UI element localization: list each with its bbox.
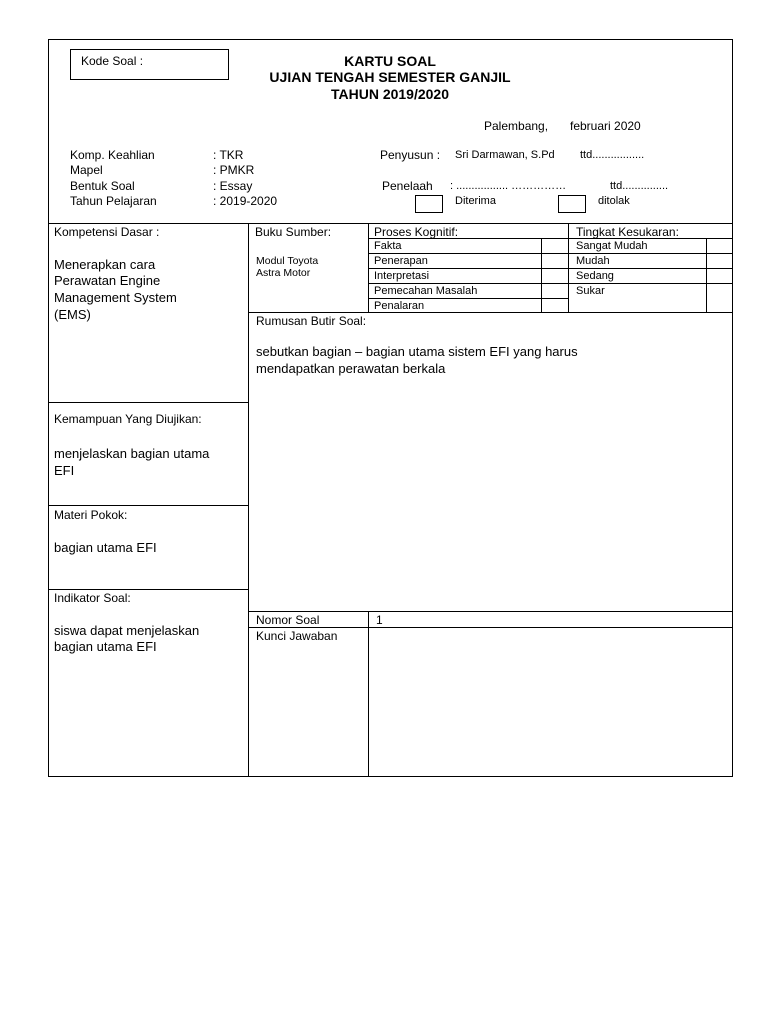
rumusan-line-1: sebutkan bagian – bagian utama sistem EFI yang harus	[256, 344, 578, 359]
nomor-value: 1	[376, 613, 383, 627]
rumusan-line-2: mendapatkan perawatan berkala	[256, 361, 446, 376]
kd-label: Kompetensi Dasar :	[54, 225, 160, 239]
proses-penerapan: Penerapan	[374, 255, 428, 267]
kemampuan-line-1: menjelaskan bagian utama	[54, 446, 210, 461]
rumusan-top-line	[248, 312, 733, 313]
penelaah-value: : ................. ……………	[450, 180, 567, 192]
row-line-1	[368, 253, 733, 254]
row-line-2	[368, 268, 733, 269]
left-divider-2	[48, 505, 248, 506]
penelaah-label: Penelaah	[382, 179, 433, 193]
diterima-checkbox[interactable]	[415, 195, 443, 213]
kemampuan-line-2: EFI	[54, 463, 75, 478]
tahun-value: : 2019-2020	[213, 194, 278, 208]
kode-soal-label: Kode Soal :	[81, 54, 144, 68]
tingkat-sukar: Sukar	[576, 285, 605, 297]
kd-line-1: Menerapkan cara	[54, 257, 156, 272]
proses-check-divider	[541, 238, 542, 312]
left-divider-3	[48, 589, 248, 590]
indikator-line-2: bagian utama EFI	[54, 639, 157, 654]
indikator-label: Indikator Soal:	[54, 591, 131, 605]
diterima-label: Diterima	[455, 195, 496, 207]
place-text: Palembang,	[484, 119, 549, 133]
mapel-label: Mapel	[70, 163, 103, 177]
kd-line-2: Perawatan Engine	[54, 273, 161, 288]
nomor-label: Nomor Soal	[256, 613, 320, 627]
kd-line-4: (EMS)	[54, 307, 91, 322]
materi-label: Materi Pokok:	[54, 508, 128, 522]
penyusun-ttd: ttd.................	[580, 149, 645, 161]
kd-line-3: Management System	[54, 290, 177, 305]
header-divider	[48, 223, 733, 224]
tahun-label: Tahun Pelajaran	[70, 194, 157, 208]
ditolak-label: ditolak	[598, 195, 630, 207]
tingkat-mudah: Mudah	[576, 255, 610, 267]
komp-label: Komp. Keahlian	[70, 148, 155, 162]
tingkat-label: Tingkat Kesukaran:	[576, 225, 679, 239]
buku-line-2: Astra Motor	[256, 267, 311, 279]
bentuk-value: : Essay	[213, 179, 253, 193]
nomor-top-line	[248, 611, 733, 612]
kunci-label: Kunci Jawaban	[256, 629, 338, 643]
card-title: KARTU SOAL	[344, 53, 436, 69]
ditolak-checkbox[interactable]	[558, 195, 586, 213]
penyusun-label: Penyusun :	[380, 148, 441, 162]
year-title: TAHUN 2019/2020	[330, 86, 450, 102]
mapel-value: : PMKR	[213, 163, 255, 177]
proses-label: Proses Kognitif:	[374, 225, 459, 239]
kunci-answer-area[interactable]	[369, 628, 732, 776]
row-line-4	[368, 298, 568, 299]
buku-label: Buku Sumber:	[255, 225, 332, 239]
penyusun-value: Sri Darmawan, S.Pd	[455, 149, 555, 161]
date-text: februari 2020	[570, 119, 641, 133]
kemampuan-label: Kemampuan Yang Diujikan:	[54, 412, 202, 426]
tingkat-sedang: Sedang	[576, 270, 614, 282]
penelaah-ttd: ttd...............	[610, 180, 669, 192]
tingkat-check-divider	[706, 238, 707, 312]
rumusan-label: Rumusan Butir Soal:	[256, 314, 367, 328]
komp-value: : TKR	[213, 148, 244, 162]
proses-interpretasi: Interpretasi	[374, 270, 430, 282]
bentuk-label: Bentuk Soal	[70, 179, 135, 193]
tingkat-sangat-mudah: Sangat Mudah	[576, 240, 648, 252]
materi-value: bagian utama EFI	[54, 540, 157, 555]
proses-penalaran: Penalaran	[374, 300, 425, 312]
buku-line-1: Modul Toyota	[256, 255, 319, 267]
row-line-3	[368, 283, 733, 284]
exam-title: UJIAN TENGAH SEMESTER GANJIL	[269, 69, 511, 85]
proses-pemecahan-masalah: Pemecahan Masalah	[374, 285, 478, 297]
indikator-line-1: siswa dapat menjelaskan	[54, 623, 200, 638]
left-column-divider	[248, 223, 249, 777]
left-divider-1	[48, 402, 248, 403]
proses-fakta: Fakta	[374, 240, 402, 252]
